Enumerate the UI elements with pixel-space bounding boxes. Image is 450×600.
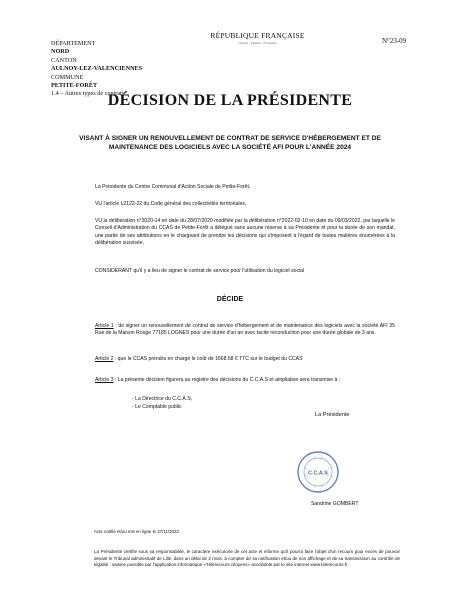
republic-motto: Liberté - Égalité - Fraternité — [238, 41, 277, 45]
article-2-text: : que le CCAS prendra en charge le coût de 1668.68 € TTC sur le budget du CCAS — [114, 356, 303, 362]
signatory-name: Sandrine GOMBERT — [311, 501, 359, 507]
canton-value: AULNOY-LEZ-VALENCIENNES — [51, 65, 143, 73]
article-3-label: Article 3 — [95, 377, 114, 383]
document-subtitle: VISANT À SIGNER UN RENOUVELLEMENT DE CONTRAT DE SERVICE D'HÉBERGEMENT ET DE MAINTENANCE DES LOGICIELS AVEC LA SOCIÉTÉ AFI POUR L'ANNÉE 2024 — [79, 135, 381, 151]
article-1-label: Article 1 — [95, 323, 114, 329]
preamble-president: La Présidente du Centre Communal d'Action Sociale de Petite-Forêt, — [95, 184, 251, 190]
ccas-stamp — [296, 450, 340, 494]
article-1 — [95, 323, 395, 338]
article-2-label: Article 2 — [95, 356, 114, 362]
republic-title: RÉPUBLIQUE FRANÇAISE — [210, 31, 305, 40]
admin-block — [51, 40, 142, 99]
act-category: 1.4 – Autres types de contrats — [51, 90, 125, 98]
decision-number: N°23-09 — [382, 37, 407, 45]
legal-footer: La Présidente certifie sous sa responsabilité, le caractère exécutoire de cet acte et informe qu'il pourra faire l'objet d'un recours pour excès de pouvoir devant le Tribunal administratif de Lille, dans un délai de 2 mois, à compter de sa notification et/ou de son affichage et de sa transmission au contrôle de légalité ; saisine possible par l'application informatique «Télérecours citoyens» accessible par le site internet www.telerecours.fr — [94, 549, 400, 568]
preamble-considering: CONSIDÉRANT qu'il y a lieu de signer le contrat de service pour l'utilisation du logiciel social — [95, 268, 305, 274]
department-label: DÉPARTEMENT — [51, 40, 96, 47]
signatory-role: La Présidente — [315, 412, 350, 418]
document-title: DÉCISION DE LA PRÉSIDENTE — [107, 92, 353, 109]
decide-heading: DÉCIDE — [216, 296, 244, 303]
commune-value: PETITE-FORÊT — [51, 82, 98, 90]
stamp-text: C.C.A.S — [308, 470, 328, 477]
article-2 — [95, 356, 395, 363]
recipient-item: - La Directrice du C.C.A.S, — [132, 396, 193, 402]
article-3-text: : La présente décision figurera au registre des décisions du C.C.A.S et ampliation sera transmise à : — [114, 377, 341, 383]
canton-label: CANTON — [51, 56, 77, 64]
department-value: NORD — [51, 48, 70, 56]
preamble-article-ref: VU l'article L2122-22 du Code général des collectivités territoriales, — [95, 201, 247, 207]
article-3 — [95, 377, 395, 384]
republic-header — [205, 31, 310, 45]
stamp-seal-icon — [296, 450, 340, 494]
recipient-item: - Le Comptable public — [132, 404, 182, 410]
online-notice: Acte notifié et/ou mis en ligne le 27/11/2023 — [94, 529, 179, 534]
commune-label: COMMUNE — [51, 73, 84, 81]
article-1-text: : de signer un renouvellement de contrat de service d'hébergement et de maintenance des logiciels avec la société AFI 35 Rue de la Maison Rouge 77185 LOGNES pour une durée d'un an avec tacite reconduction pour une durée globale de 3 ans. — [95, 323, 395, 337]
preamble-deliberation: VU la délibération n°2020-14 en date du 28/07/2020 modifiée par la délibération n°2022-02-10 en date du 09/03/2022, par laquelle le Conseil d'Administration du CCAS de Petite-Forêt a délégué sans aucune réserve à sa Présidente et pour la durée de son mandat, une partie de ses attributions en le chargeant de prendre les décisions qui s'imposent à l'égard de toutes matières énumérées à la délibération susvisée, — [95, 218, 395, 246]
